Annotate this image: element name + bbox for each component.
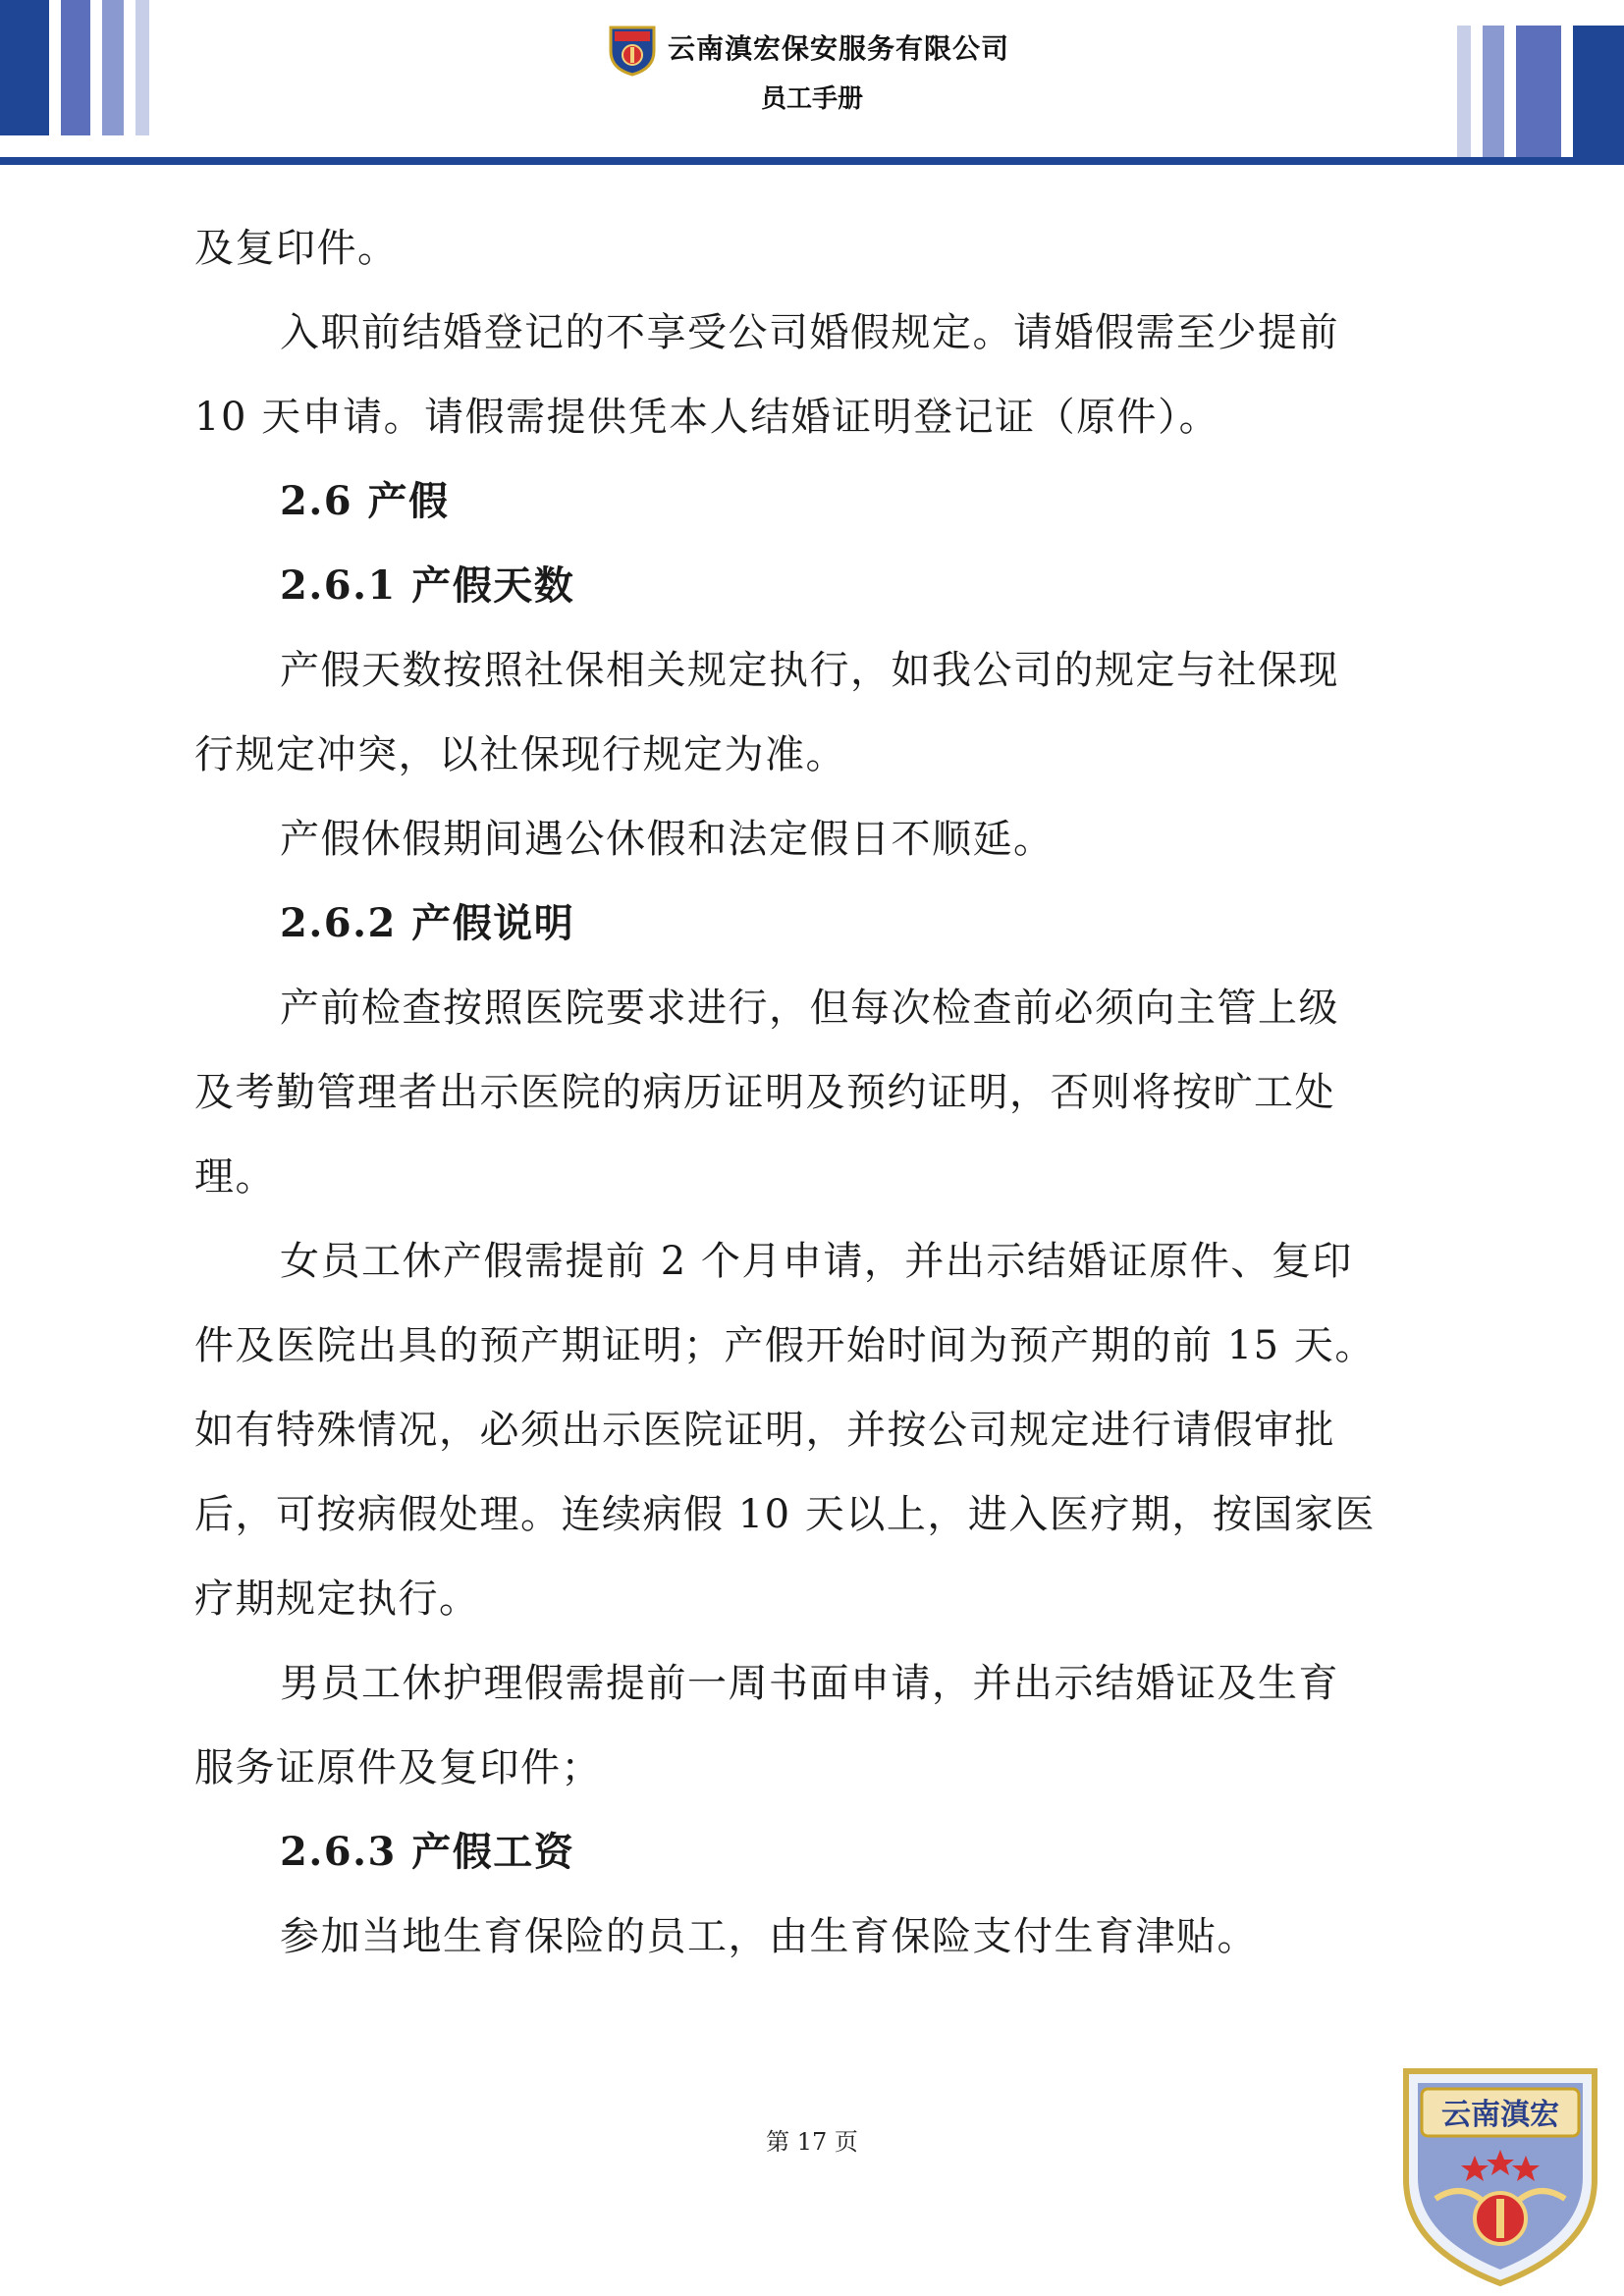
document-subtitle: 员工手册 [760,84,863,114]
header-bar-left-3 [102,0,124,135]
paragraph-line: 参加当地生育保险的员工，由生育保险支付生育津贴。 [280,1914,1258,1959]
paragraph-line: 疗期规定执行。 [194,1576,480,1622]
subsection-heading: 2.6.2 产假说明 [280,900,575,946]
paragraph-line: 10 天申请。请假需提供凭本人结婚证明登记证（原件）。 [194,395,1220,440]
paragraph-line: 行规定冲突，以社保现行规定为准。 [194,732,846,777]
paragraph-line: 后，可按病假处理。连续病假 10 天以上，进入医疗期，按国家医 [194,1492,1376,1537]
company-name: 云南滇宏保安服务有限公司 [668,32,1010,65]
page-number: 第 17 页 [766,2128,858,2156]
paragraph-line: 服务证原件及复印件； [194,1745,602,1790]
paragraph-line: 理。 [194,1154,276,1200]
company-badge-icon [1396,2061,1604,2287]
company-logo-icon [607,22,658,77]
paragraph-line: 产假天数按照社保相关规定执行，如我公司的规定与社保现 [280,648,1339,693]
paragraph-line: 及复印件。 [194,226,399,271]
paragraph-line: 及考勤管理者出示医院的病历证明及预约证明，否则将按旷工处 [194,1070,1335,1115]
header-bar-left-1 [0,0,49,135]
paragraph-line: 件及医院出具的预产期证明；产假开始时间为预产期的前 15 天。 [194,1323,1376,1368]
section-heading: 2.6 产假 [280,478,450,524]
badge-text: 云南滇宏 [1441,2098,1559,2132]
paragraph-line: 产假休假期间遇公休假和法定假日不顺延。 [280,817,1055,862]
subsection-heading: 2.6.3 产假工资 [280,1829,575,1875]
document-body [194,206,1432,1979]
paragraph-line: 男员工休护理假需提前一周书面申请，并出示结婚证及生育 [280,1661,1339,1706]
header-rule [0,157,1624,165]
header-bar-left-2 [61,0,90,135]
paragraph-line: 产前检查按照医院要求进行，但每次检查前必须向主管上级 [280,986,1339,1031]
header-bar-left-4 [135,0,149,135]
paragraph-line: 入职前结婚登记的不享受公司婚假规定。请婚假需至少提前 [280,310,1339,355]
subsection-heading: 2.6.1 产假天数 [280,562,575,609]
paragraph-line: 如有特殊情况，必须出示医院证明，并按公司规定进行请假审批 [194,1408,1335,1453]
paragraph-line: 女员工休产假需提前 2 个月申请，并出示结婚证原件、复印 [280,1239,1353,1284]
